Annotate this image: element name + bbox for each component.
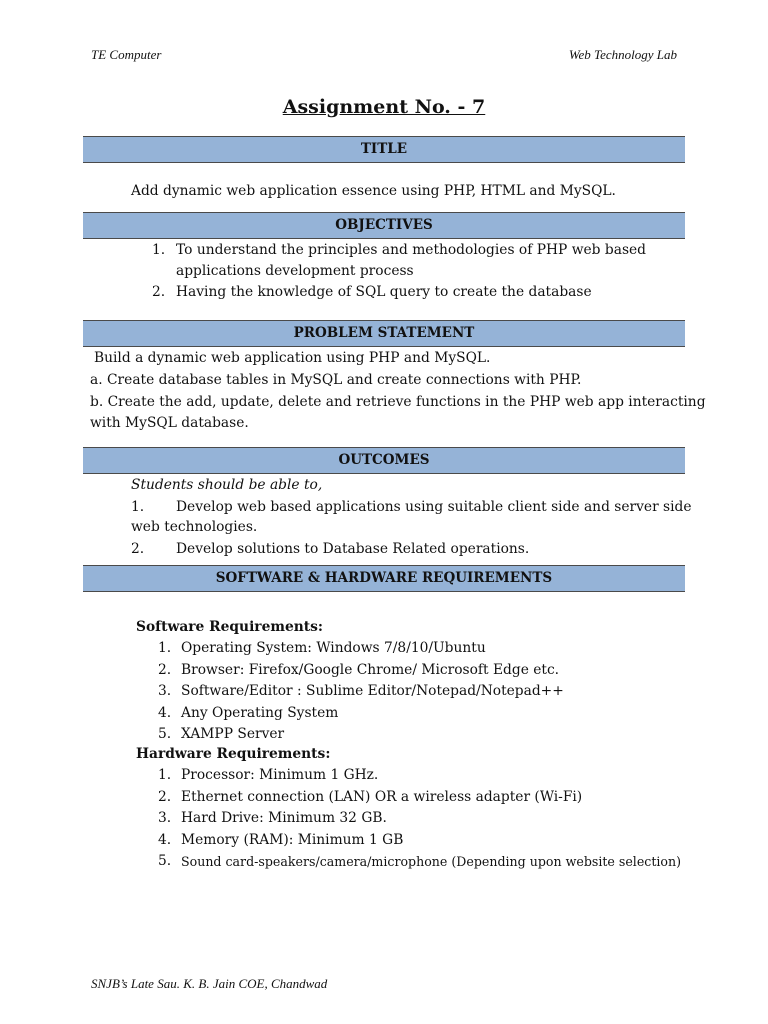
hardware-item	[158, 851, 718, 873]
software-item-text: Software/Editor : Sublime Editor/Notepad/Notepad++	[181, 683, 564, 699]
assignment-title: Assignment No. - 7	[282, 96, 486, 118]
software-requirements-list	[158, 638, 678, 746]
hardware-item-number: 5.	[158, 853, 172, 869]
hardware-item	[158, 830, 718, 852]
page-header-right: Web Technology Lab	[568, 47, 677, 62]
section-heading-title: TITLE	[83, 136, 685, 163]
problem-line: Build a dynamic web application using PHP and MySQL.	[94, 350, 491, 366]
hardware-item	[158, 808, 718, 830]
outcome-number: 1.	[131, 499, 145, 515]
software-item-number: 2.	[158, 661, 172, 678]
hardware-requirements-list	[158, 765, 718, 873]
hardware-item-text: Memory (RAM): Minimum 1 GB	[181, 831, 404, 848]
hardware-item-number: 1.	[158, 767, 172, 783]
software-item	[158, 638, 678, 660]
objective-line: Having the knowledge of SQL query to create the database	[176, 284, 592, 300]
title-text: Add dynamic web application essence using PHP, HTML and MySQL.	[131, 183, 616, 199]
problem-line: b. Create the add, update, delete and retrieve functions in the PHP web app interacting	[90, 394, 706, 410]
problem-line: with MySQL database.	[90, 415, 249, 431]
outcome-text: Develop solutions to Database Related operations.	[176, 541, 530, 557]
software-item	[158, 660, 678, 682]
hardware-item-text: Sound card-speakers/camera/microphone (Depending upon website selection)	[181, 854, 682, 869]
hardware-requirements-label: Hardware Requirements:	[136, 746, 331, 762]
software-requirements-label: Software Requirements:	[136, 619, 323, 635]
software-item-number: 5.	[158, 726, 172, 742]
outcome-text: Develop web based applications using suitable client side and server side	[176, 499, 692, 515]
software-item-text: Operating System: Windows 7/8/10/Ubuntu	[181, 640, 486, 656]
hardware-item	[158, 787, 718, 809]
hardware-item-number: 3.	[158, 810, 172, 826]
software-item-number: 4.	[158, 704, 172, 721]
hardware-item	[158, 765, 718, 787]
software-item	[158, 724, 678, 746]
hardware-item-number: 2.	[158, 788, 172, 805]
objective-line: applications development process	[176, 263, 414, 279]
section-heading-outcomes: OUTCOMES	[83, 447, 685, 474]
software-item	[158, 703, 678, 725]
outcome-number: 2.	[131, 541, 145, 557]
page-header-left: TE Computer	[91, 47, 162, 62]
software-item	[158, 681, 678, 703]
section-heading-problem: PROBLEM STATEMENT	[83, 320, 685, 347]
software-item-number: 1.	[158, 640, 172, 656]
objective-item	[152, 240, 672, 282]
problem-line: a. Create database tables in MySQL and create connections with PHP.	[90, 372, 582, 388]
objectives-list	[152, 240, 672, 303]
hardware-item-text: Processor: Minimum 1 GHz.	[181, 767, 379, 783]
hardware-item-text: Hard Drive: Minimum 32 GB.	[181, 810, 387, 826]
software-item-number: 3.	[158, 683, 172, 699]
objective-line: To understand the principles and methodologies of PHP web based	[176, 242, 647, 258]
objective-item	[152, 282, 672, 303]
section-heading-requirements: SOFTWARE & HARDWARE REQUIREMENTS	[83, 565, 685, 592]
section-heading-objectives: OBJECTIVES	[83, 212, 685, 239]
objective-number: 2.	[152, 284, 166, 300]
hardware-item-number: 4.	[158, 831, 172, 848]
outcomes-intro: Students should be able to,	[131, 477, 323, 493]
software-item-text: XAMPP Server	[181, 726, 285, 742]
software-item-text: Browser: Firefox/Google Chrome/ Microsoft Edge etc.	[181, 661, 560, 678]
hardware-item-text: Ethernet connection (LAN) OR a wireless adapter (Wi-Fi)	[181, 788, 583, 805]
outcome-text-cont: web technologies.	[131, 519, 258, 535]
objective-number: 1.	[152, 242, 166, 258]
page-footer: SNJB’s Late Sau. K. B. Jain COE, Chandwad	[91, 976, 328, 991]
software-item-text: Any Operating System	[181, 704, 339, 721]
